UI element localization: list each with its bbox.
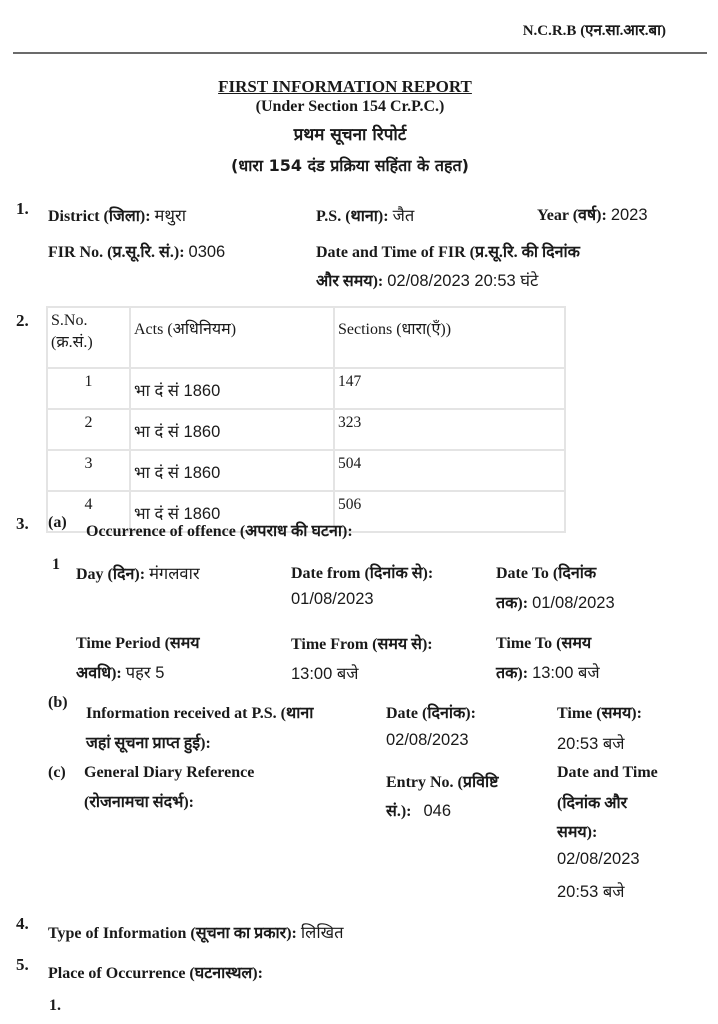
time-period-label: Time Period (समय <box>76 635 200 652</box>
general-diary-label-hindi: (रोजनामचा संदर्भ): <box>84 794 195 811</box>
type-of-information-value: लिखित <box>300 924 344 942</box>
gd-date-value: 02/08/2023 <box>557 850 640 868</box>
acts-sections-table <box>46 306 566 533</box>
ncrb-header: N.C.R.B (एन.सा.आर.बा) <box>522 23 666 39</box>
section-cell: 147 <box>334 368 565 409</box>
gd-datetime-label-hindi: (दिनांक और <box>557 795 628 812</box>
report-subtitle: (Under Section 154 Cr.P.C.) <box>255 98 445 115</box>
ps-value: जैत <box>392 207 415 225</box>
sno-cell: 1 <box>47 368 130 409</box>
year-field <box>537 203 648 225</box>
gd-time-value: 20:53 बजे <box>557 883 625 901</box>
column-header-sections: Sections (धारा(एँ)) <box>334 307 565 368</box>
section-3c-marker: (c) <box>48 764 66 781</box>
info-received-label-cont: जहां सूचना प्राप्त हुई): <box>86 735 211 752</box>
section-4-number: 4. <box>16 914 29 933</box>
act-cell: भा दं सं 1860 <box>130 450 334 491</box>
report-subtitle-hindi: (धारा 154 दंड प्रक्रिया सहिंता के तहत) <box>231 156 469 175</box>
info-received-label: Information received at P.S. (थाना <box>86 705 314 722</box>
time-period-field <box>76 660 164 683</box>
act-cell: भा दं सं 1860 <box>130 368 334 409</box>
fir-number-value: 0306 <box>188 243 226 261</box>
sno-header-line2: (क्र.सं.) <box>51 334 93 351</box>
section-cell: 506 <box>334 491 565 532</box>
time-to-label-cont: तक): <box>496 665 529 682</box>
fir-datetime-label: Date and Time of FIR (प्र.सू.रि. की दिनांक <box>316 244 580 261</box>
time-to-label: Time To (समय <box>496 635 592 652</box>
section-cell: 323 <box>334 409 565 450</box>
entry-no-label: Entry No. (प्रविष्टि <box>386 774 499 791</box>
occurrence-item-number: 1 <box>52 556 60 573</box>
type-of-information-label: Type of Information (सूचना का प्रकार): <box>48 925 297 942</box>
sno-cell: 2 <box>47 409 130 450</box>
info-date-label: Date (दिनांक): <box>386 705 476 722</box>
info-date-value: 02/08/2023 <box>386 731 469 749</box>
section-3-number: 3. <box>16 514 29 533</box>
day-field <box>76 561 200 584</box>
year-value: 2023 <box>610 206 648 224</box>
section-5-number: 5. <box>16 955 29 974</box>
report-title-hindi: प्रथम सूचना रिपोर्ट <box>293 125 407 145</box>
date-to-label-cont: तक): <box>496 595 529 612</box>
time-to-field <box>496 660 600 683</box>
date-to-value: 01/08/2023 <box>532 594 615 612</box>
occurrence-title: Occurrence of offence (अपराध की घटना): <box>86 523 353 540</box>
place-of-occurrence-label: Place of Occurrence (घटनास्थल): <box>48 965 263 982</box>
header-divider <box>13 52 707 54</box>
gd-datetime-label-cont: समय): <box>557 824 598 841</box>
info-time-label: Time (समय): <box>557 705 642 722</box>
place-item-number: 1. <box>49 997 61 1014</box>
report-title: FIRST INFORMATION REPORT <box>218 77 472 96</box>
table-row <box>47 450 565 491</box>
section-2-number: 2. <box>16 311 29 330</box>
table-row <box>47 409 565 450</box>
section-cell: 504 <box>334 450 565 491</box>
time-from-value: 13:00 बजे <box>291 665 359 683</box>
sno-header-line1: S.No. <box>51 312 88 329</box>
fir-number-field <box>48 240 225 262</box>
date-to-label: Date To (दिनांक <box>496 565 597 582</box>
year-label: Year (वर्ष): <box>537 207 607 224</box>
district-field <box>48 203 186 226</box>
sno-cell: 3 <box>47 450 130 491</box>
ps-label: P.S. (थाना): <box>316 208 389 225</box>
entry-no-field <box>386 799 451 821</box>
time-to-value: 13:00 बजे <box>532 664 600 682</box>
fir-number-label: FIR No. (प्र.सू.रि. सं.): <box>48 244 185 261</box>
column-header-sno <box>47 307 130 368</box>
time-period-label-cont: अवधि): <box>76 665 122 682</box>
fir-datetime-label-cont: और समय): <box>316 273 384 290</box>
column-header-acts: Acts (अधिनियम) <box>130 307 334 368</box>
entry-no-value: 046 <box>423 802 452 820</box>
section-3b-marker: (b) <box>48 694 68 711</box>
date-from-label: Date from (दिनांक से): <box>291 565 434 582</box>
table-header-row <box>47 307 565 368</box>
district-value: मथुरा <box>154 207 186 225</box>
police-station-field <box>316 203 414 226</box>
fir-datetime-value: 02/08/2023 20:53 घंटे <box>387 272 539 290</box>
general-diary-label: General Diary Reference <box>84 764 255 781</box>
gd-datetime-label: Date and Time <box>557 764 658 781</box>
act-cell: भा दं सं 1860 <box>130 491 334 532</box>
info-time-value: 20:53 बजे <box>557 735 625 753</box>
section-1-number: 1. <box>16 199 29 218</box>
type-of-information-field <box>48 920 344 943</box>
sno-cell: 4 <box>47 491 130 532</box>
time-period-value: पहर 5 <box>125 664 165 682</box>
fir-datetime-field <box>316 268 538 291</box>
day-label: Day (दिन): <box>76 566 146 583</box>
table-row <box>47 368 565 409</box>
date-from-value: 01/08/2023 <box>291 590 374 608</box>
act-cell: भा दं सं 1860 <box>130 409 334 450</box>
date-to-field <box>496 591 615 613</box>
day-value: मंगलवार <box>149 565 200 583</box>
entry-no-label-cont: सं.): <box>386 803 412 820</box>
time-from-label: Time From (समय से): <box>291 636 433 653</box>
district-label: District (जिला): <box>48 208 151 225</box>
section-3a-marker: (a) <box>48 514 67 531</box>
